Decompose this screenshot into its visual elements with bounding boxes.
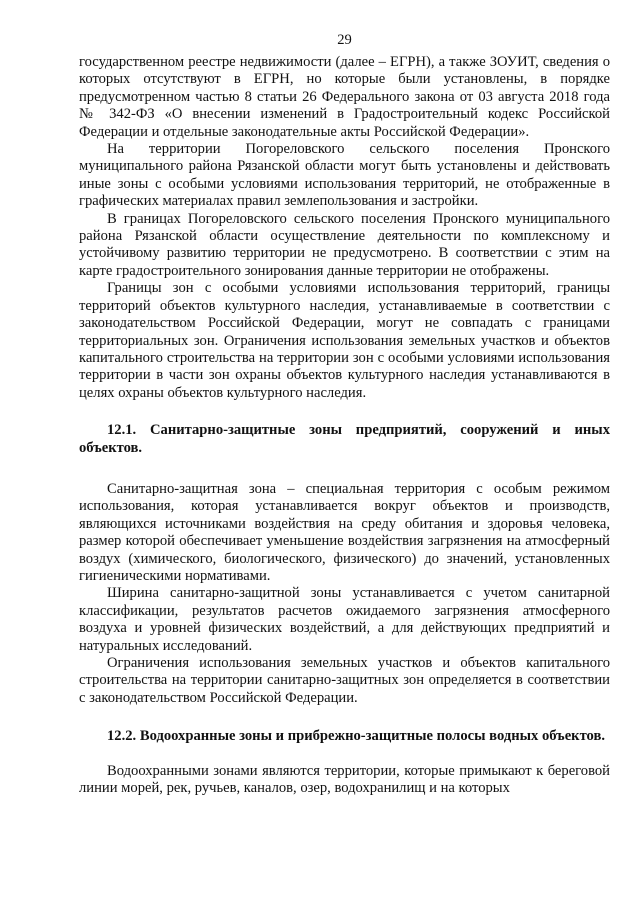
body-paragraph: Ограничения использования земельных участков и объектов капитального строительства на территории санитарно-защитных зон определяется в соответствии с законодательством Российской Федерации. [79,655,610,706]
body-paragraph: На территории Погореловского сельского поселения Пронского муниципального района Рязанской области могут быть установлены и действовать иные зоны с особыми условиями использования территорий, не отображенные в графических материалах правил землепользования и застройки. [79,141,610,210]
body-paragraph: В границах Погореловского сельского поселения Пронского муниципального района Рязанской области осуществление деятельности по комплексному и устойчивому развитию территории не предусмотрено. В соответствии с этим на карте градостроительного зонирования данные территории не отображены. [79,210,610,279]
spacer [79,457,610,481]
section-heading-12-1: 12.1. Санитарно-защитные зоны предприятий, сооружений и иных объектов. [79,422,610,456]
spacer [79,746,610,763]
spacer [79,707,610,728]
body-paragraph: Ширина санитарно-защитной зоны устанавливается с учетом санитарной классификации, результатов расчетов ожидаемого загрязнения атмосферного воздуха и уровней физических воздействий, а для действующих предприятий и натуральных исследований. [79,585,610,654]
body-paragraph: Границы зон с особыми условиями использования территорий, границы территорий объектов культурного наследия, устанавливаемые в соответствии с законодательством Российской Федерации, могут не совпадать с границами территориальных зон. Ограничения использования земельных участков и объектов капитального строительства на территории зон с особыми условиями использования территории в части зон охраны объектов культурного наследия устанавливаются в целях охраны объектов культурного наследия. [79,280,610,401]
section-heading-12-2: 12.2. Водоохранные зоны и прибрежно-защитные полосы водных объектов. [107,728,606,745]
page-number: 29 [337,32,352,48]
spacer [79,402,610,422]
body-paragraph: государственном реестре недвижимости (далее – ЕГРН), а также ЗОУИТ, сведения о которых отсутствуют в ЕГРН, но которые были установлены, в порядке предусмотренном частью 8 статьи 26 Федерального закона от 03 августа 2018 года № 342-ФЗ «О внесении изменений в Градостроительный кодекс Российской Федерации и отдельные законодательные акты Российской Федерации». [79,54,610,140]
body-paragraph: Водоохранными зонами являются территории, которые примыкают к береговой линии морей, рек, ручьев, каналов, озер, водохранилищ и на которых [79,762,610,797]
body-paragraph: Санитарно-защитная зона – специальная территория с особым режимом использования, которая устанавливается вокруг объектов и производств, являющихся источниками воздействия на среду обитания и здоровья человека, размер которой обеспечивает уменьшение воздействия загрязнения на атмосферный воздух (химического, биологического, физического) до значений, установленных гигиеническими нормативами. [79,480,610,584]
